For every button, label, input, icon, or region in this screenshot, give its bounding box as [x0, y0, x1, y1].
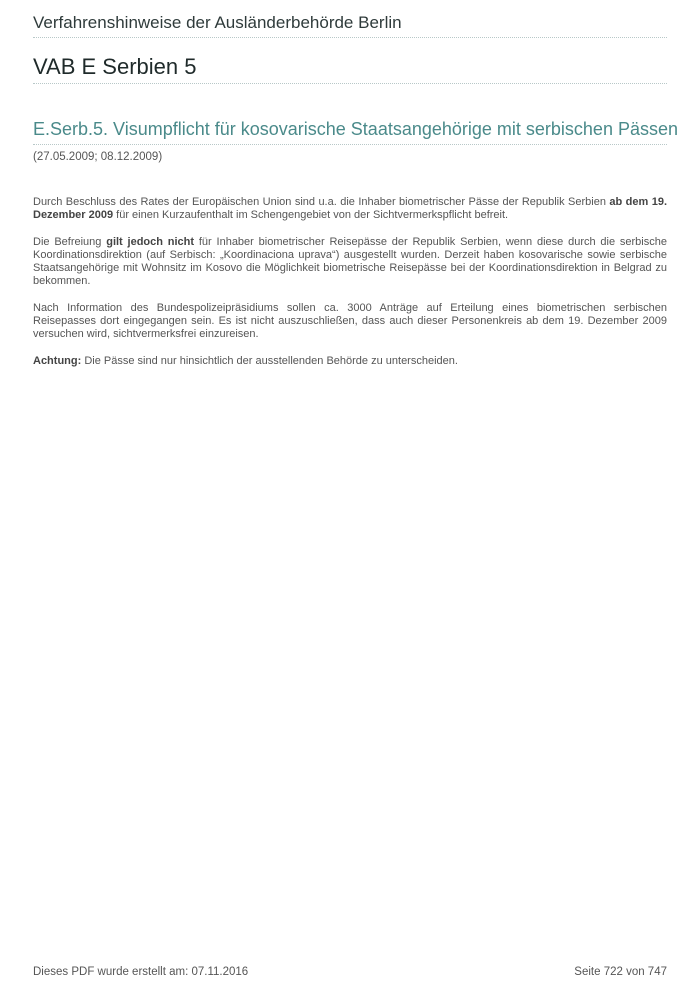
- paragraph-1: [33, 196, 667, 222]
- footer-page-number: Seite 722 von 747: [574, 966, 667, 978]
- title-divider: [33, 83, 667, 84]
- document-page: [33, 0, 678, 990]
- paragraph-2-text-a: Die Befreiung: [33, 236, 107, 248]
- header-title: Verfahrenshinweise der Ausländerbehörde Berlin: [33, 13, 402, 32]
- paragraph-2-text-c: für Inhaber biometrischer Reisepässe der Republik Serbien, wenn diese durch die serbische Koordinationsdirektion (auf Serbisch: „Koordinaciona uprava“) ausgestellt wurden. Derzeit haben kosovarische sowie serbische Staatsangehörige mit Wohnsitz im Kosovo die Möglichkeit biometrische Reisepässe bei der Koordinationsdirektion in Belgrad zu bekommen.: [33, 236, 667, 287]
- section-divider: [33, 144, 667, 145]
- paragraph-4-text: Die Pässe sind nur hinsichtlich der ausstellenden Behörde zu unterscheiden.: [81, 355, 458, 367]
- section-title: E.Serb.5. Visumpflicht für kosovarische Staatsangehörige mit serbischen Pässen: [33, 119, 678, 139]
- body-text: [33, 196, 667, 382]
- footer-created-date: Dieses PDF wurde erstellt am: 07.11.2016: [33, 966, 249, 978]
- paragraph-2-bold: gilt jedoch nicht: [106, 236, 195, 248]
- header-divider: [33, 37, 667, 38]
- paragraph-3: Nach Information des Bundespolizeipräsidiums sollen ca. 3000 Anträge auf Erteilung eines biometrischen serbischen Reisepasses dort eingegangen sein. Es ist nicht auszuschließen, dass auch dieser Personenkreis ab dem 19. Dezember 2009 versuchen wird, sichtvermerksfrei einzureisen.: [33, 302, 667, 340]
- attention-label: Achtung:: [33, 355, 82, 367]
- paragraph-4: [33, 355, 667, 368]
- paragraph-1-text-a: Durch Beschluss des Rates der Europäischen Union sind u.a. die Inhaber biometrischer Pässe der Republik Serbien: [33, 196, 610, 208]
- paragraph-1-text-c: für einen Kurzaufenthalt im Schengengebiet von der Sichtvermerkspflicht befreit.: [113, 209, 509, 221]
- paragraph-1-bold: ab dem 19. Dezember 2009: [33, 196, 668, 221]
- paragraph-2: [33, 236, 667, 288]
- document-title: VAB E Serbien 5: [33, 54, 197, 79]
- section-dates: (27.05.2009; 08.12.2009): [33, 151, 163, 163]
